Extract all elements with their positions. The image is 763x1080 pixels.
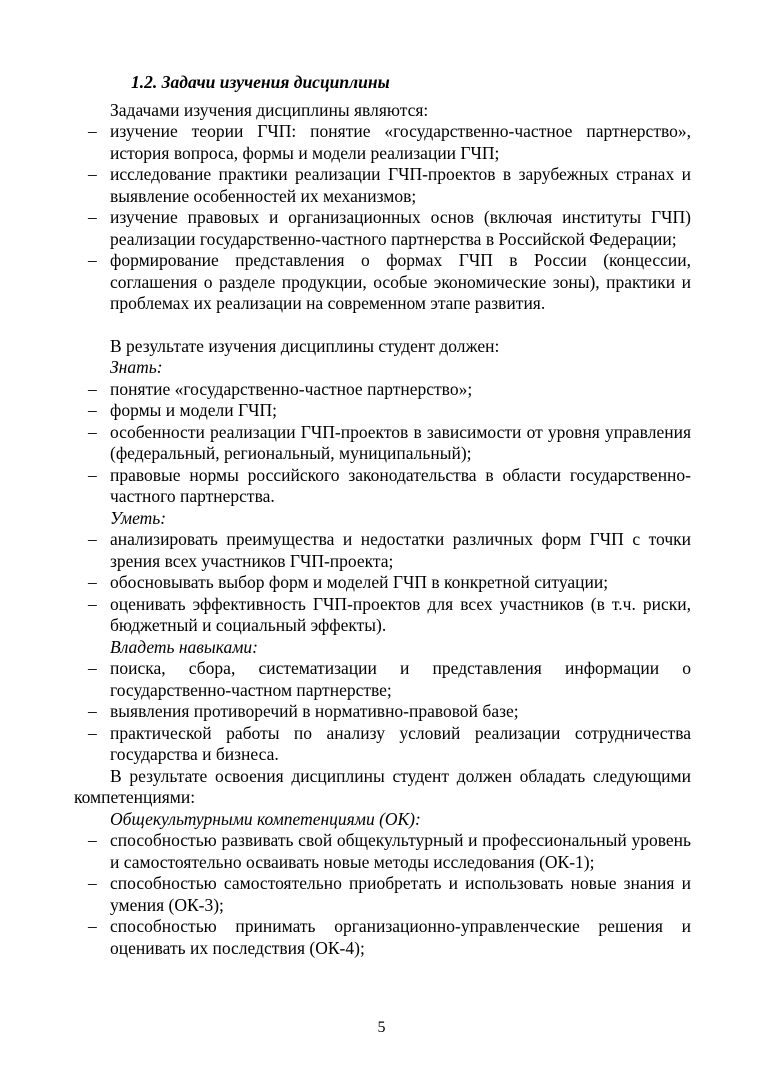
- list-item: – способностью принимать организационно-управленческие решения и оценивать их последствия (ОК-4);: [88, 916, 691, 958]
- list-item: – оценивать эффективность ГЧП-проектов для всех участников (в т.ч. риски, бюджетный и социальный эффекты).: [88, 593, 691, 635]
- ok-label: Общекультурными компетенциями (ОК):: [110, 808, 421, 829]
- list-item: – исследование практики реализации ГЧП-проектов в зарубежных странах и выявление особенностей их механизмов;: [88, 164, 691, 206]
- list-item: – изучение теории ГЧП: понятие «государственно-частное партнерство», история вопроса, формы и модели реализации ГЧП;: [88, 121, 691, 163]
- can-label: Уметь:: [110, 507, 167, 528]
- section-heading: 1.2. Задачи изучения дисциплины: [131, 72, 390, 92]
- skills-label: Владеть навыками:: [110, 636, 258, 657]
- know-label: Знать:: [110, 357, 163, 377]
- list-item: – способностью развивать свой общекультурный и профессиональный уровень и самостоятельно осваивать новые методы исследования (ОК-1);: [88, 830, 691, 872]
- list-item: – особенности реализации ГЧП-проектов в зависимости от уровня управления (федеральный, региональный, муниципальный);: [88, 421, 691, 463]
- list-item: – обосновывать выбор форм и моделей ГЧП в конкретной ситуации;: [88, 572, 609, 592]
- competence-intro: В результате освоения дисциплины студент должен обладать следующими компетенциями:: [74, 765, 691, 807]
- list-item: – формирование представления о формах ГЧП в России (концессии, соглашения о разделе продукции, особые экономические зоны), практики и проблемах их реализации на современном этапе развития.: [88, 250, 691, 313]
- list-item: – понятие «государственно-частное партнерство»;: [88, 378, 473, 399]
- list-item: – способностью самостоятельно приобретать и использовать новые знания и умения (ОК-3);: [88, 873, 691, 915]
- page-number: 5: [377, 1019, 386, 1036]
- list-item: – практической работы по анализу условий реализации сотрудничества государства и бизнеса.: [88, 722, 691, 764]
- result-intro: В результате изучения дисциплины студент должен:: [110, 335, 500, 356]
- list-item: – выявления противоречий в нормативно-правовой базе;: [88, 701, 519, 721]
- tasks-intro: Задачами изучения дисциплины являются:: [110, 99, 429, 120]
- list-item: – формы и модели ГЧП;: [88, 400, 277, 420]
- list-item: – правовые нормы российского законодательства в области государственно-частного партнерства.: [88, 464, 691, 506]
- list-item: – анализировать преимущества и недостатки различных форм ГЧП с точки зрения всех участников ГЧП-проекта;: [88, 529, 691, 571]
- list-item: – изучение правовых и организационных основ (включая институты ГЧП) реализации государственно-частного партнерства в Российской Федерации;: [88, 207, 691, 249]
- document-page: [74, 72, 691, 959]
- list-item: – поиска, сбора, систематизации и представления информации о государственно-частном партнерстве;: [88, 658, 691, 700]
